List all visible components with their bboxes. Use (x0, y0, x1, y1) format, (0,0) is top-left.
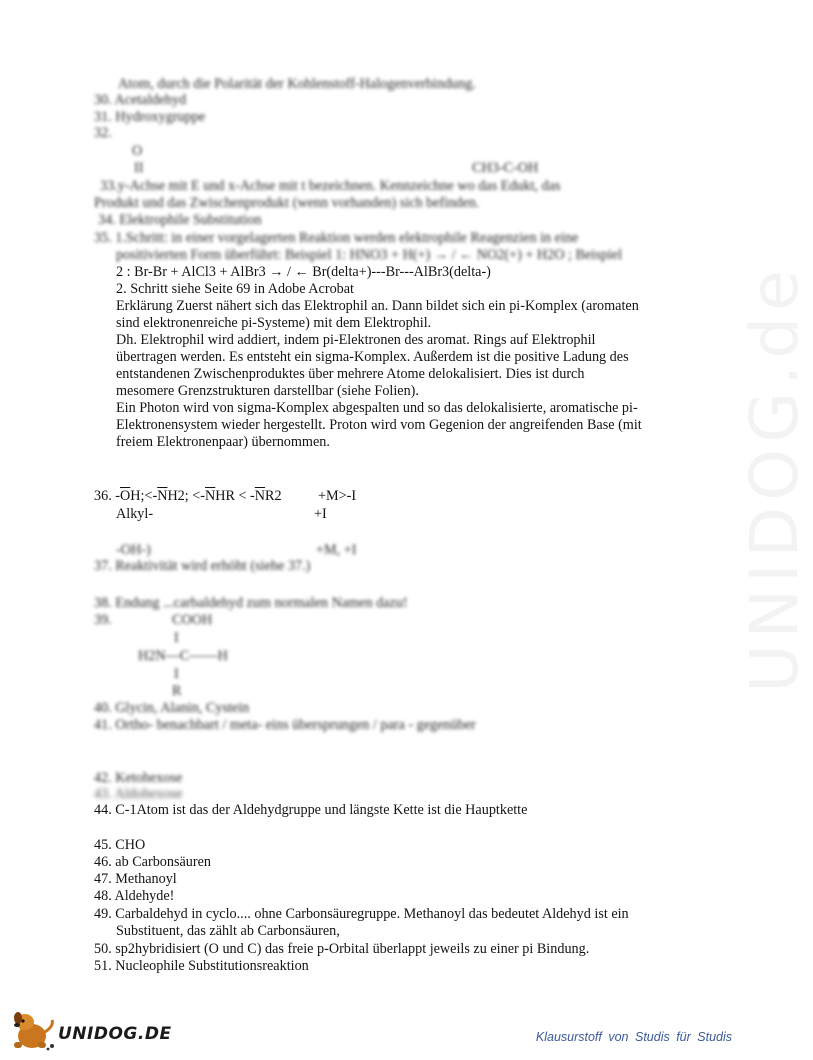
blurred-line: 32. (94, 125, 112, 141)
explanation-line: Dh. Elektrophil wird addiert, indem pi-Elektronen des aromat. Rings auf Elektrophil (116, 332, 596, 348)
explanation-line: mesomere Grenzstrukturen darstellbar (siehe Folien). (116, 383, 419, 399)
blurred-line: -OH-) (116, 542, 151, 558)
explanation-line: freiem Elektronenpaar) übernommen. (116, 434, 330, 450)
alkyl-label: Alkyl- (116, 506, 154, 522)
blurred-line: 39. (94, 612, 112, 628)
answer-49-continued: Substituent, das zählt ab Carbonsäuren, (116, 923, 340, 939)
blurred-line: 38. Endung ...carbaldehyd zum normalen Namen dazu! (94, 595, 408, 611)
explanation-line: Ein Photon wird von sigma-Komplex abgespalten und so das delokalisierte, aromatische pi- (116, 400, 638, 416)
brand-name: UNIDOG.DE (58, 1024, 172, 1044)
blurred-line: 42. Ketohexose (94, 770, 183, 786)
explanation-line: übertragen werden. Es entsteht ein sigma-Komplex. Außerdem ist die positive Ladung des (116, 349, 629, 365)
answer-47: 47. Methanoyl (94, 871, 177, 887)
blurred-line: 34. Elektrophile Substitution (98, 212, 262, 228)
answer-46: 46. ab Carbonsäuren (94, 854, 212, 870)
blurred-line: 43. Aldohexose (94, 786, 183, 802)
blurred-formula-o: O (132, 143, 143, 159)
step-2: 2. Schritt siehe Seite 69 in Adobe Acrobat (116, 281, 354, 297)
answer-49: 49. Carbaldehyd in cyclo.... ohne Carbonsäuregruppe. Methanoyl das bedeutet Aldehyd ist ein (94, 906, 629, 922)
footer-tagline: Klausurstoff von Studis für Studis (535, 1030, 732, 1044)
blurred-line: positivierten Form überführt: Beispiel 1: HNO3 + H(+) → / ← NO2(+) + H2O ; Beispiel (116, 247, 623, 263)
blurred-formula: CH3-C-OH (472, 160, 539, 176)
blurred-structure: I (174, 666, 179, 682)
explanation-line: Elektronensystem wieder hergestellt. Proton wird vom Gegenion der angreifenden Base (mit (116, 417, 642, 433)
blurred-formula-bond: II (134, 160, 144, 176)
substituent-ranking: 36. $-\overline{O}H;<-\overline{N}H2$; $<-\overline{N}HR < -\overline{N}R2$ (94, 488, 282, 504)
unidog-logo (8, 1010, 178, 1052)
blurred-structure: COOH (172, 612, 213, 628)
answer-45: 45. CHO (94, 837, 146, 853)
dog-mascot-icon (8, 1010, 56, 1052)
answer-51: 51. Nucleophile Substitutionsreaktion (94, 958, 309, 974)
blurred-line: 40. Glycin, Alanin, Cystein (94, 700, 250, 716)
answer-48: 48. Aldehyde! (94, 888, 175, 904)
blurred-line: +M, +I (316, 542, 357, 558)
blurred-structure: I (174, 630, 179, 646)
blurred-line: 33.y-Achse mit E und x-Achse mit t bezeichnen. Kennzeichne wo das Edukt, das (100, 178, 561, 194)
answer-44: 44. C-1Atom ist das der Aldehydgruppe und längste Kette ist die Hauptkette (94, 802, 528, 818)
blurred-structure: H2N—C——H (138, 648, 228, 664)
blurred-line: 31. Hydroxygruppe (94, 109, 206, 125)
blurred-line: Produkt und das Zwischenprodukt (wenn vorhanden) sich befinden. (94, 195, 480, 211)
mesomeric-effect-label: +M>-I (318, 488, 357, 504)
reaction-example-2: 2 : Br-Br + AlCl3 + AlBr3 → / ← Br(delta+)---Br---AlBr3(delta-) (116, 264, 491, 280)
answer-50: 50. sp2hybridisiert (O und C) das freie p-Orbital überlappt jeweils zu einer pi Bindung. (94, 941, 590, 957)
blurred-line: 30. Acetaldehyd (94, 92, 187, 108)
blurred-line: 37. Reaktivität wird erhöht (siehe 37.) (94, 558, 311, 574)
blurred-line: 41. Ortho- benachbart / meta- eins übersprungen / para - gegenüber (94, 717, 476, 733)
blurred-line: Atom, durch die Polarität der Kohlenstoff-Halogenverbindung. (118, 76, 476, 92)
explanation-line: Erklärung Zuerst nähert sich das Elektrophil an. Dann bildet sich ein pi-Komplex (aromaten (116, 298, 639, 314)
blurred-line: 35. 1.Schritt: in einer vorgelagerten Reaktion werden elektrophile Reagenzien in eine (94, 230, 579, 246)
blurred-structure: R (172, 683, 182, 699)
inductive-effect-label: +I (314, 506, 327, 522)
watermark: UNIDOG.de (735, 264, 813, 693)
explanation-line: entstandenen Zwischenproduktes über mehrere Atome delokalisiert. Dies ist durch (116, 366, 585, 382)
explanation-line: sind elektronenreiche pi-Systeme) mit dem Elektrophil. (116, 315, 432, 331)
